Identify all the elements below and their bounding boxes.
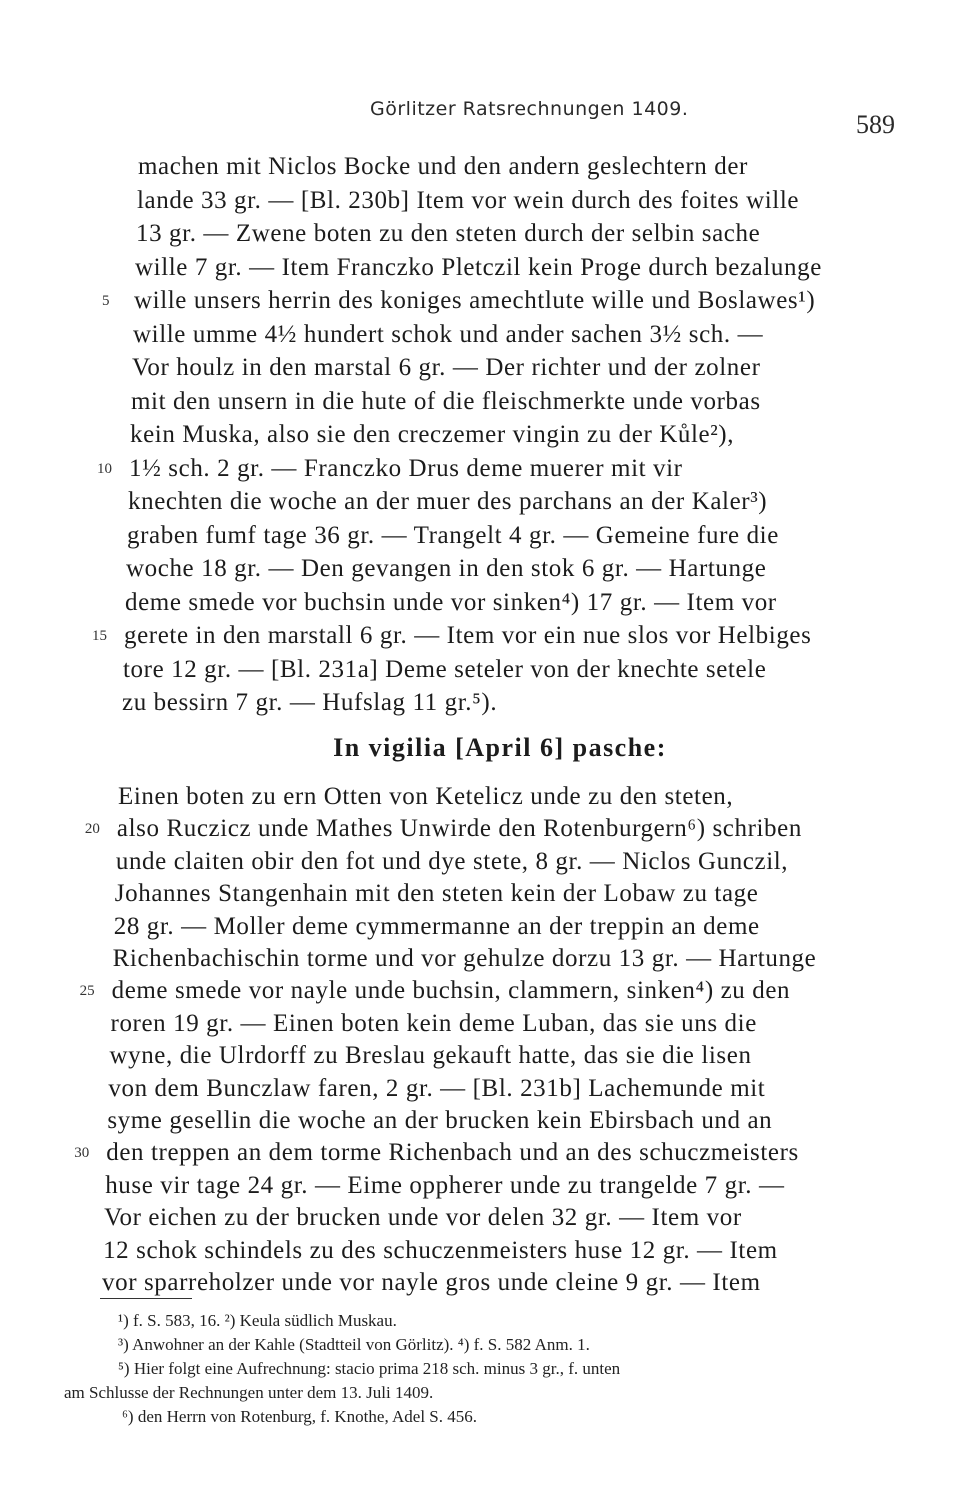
text-line (0, 318, 960, 354)
text-line (0, 485, 960, 521)
text-line (0, 150, 960, 186)
line-text: wille unsers herrin des koniges amechtlute wille und Boslawes¹) (134, 287, 816, 314)
text-line (0, 351, 960, 387)
line-text: Einen boten zu ern Otten von Ketelicz unde zu den steten, (118, 783, 734, 810)
text-line (0, 251, 960, 287)
text-line (0, 184, 960, 220)
page-number: 589 (856, 110, 895, 139)
text-line (0, 284, 960, 320)
text-line (0, 686, 960, 722)
footnote: ⁶) den Herrn von Rotenburg, f. Knothe, Adel S. 456. (122, 1407, 478, 1426)
text-line (0, 974, 960, 1010)
line-text: 1½ sch. 2 gr. — Franczko Drus deme muerer mit vir (129, 454, 683, 482)
line-text: den treppen an dem torme Richenbach und an des schuczmeisters (106, 1139, 799, 1167)
line-number: 25 (79, 983, 95, 1000)
text-line (0, 845, 960, 881)
text-line (0, 619, 960, 655)
section-heading: In vigilia [April 6] pasche: (333, 733, 667, 762)
line-text: huse vir tage 24 gr. — Eime oppherer unde zu trangelde 7 gr. — (105, 1171, 785, 1199)
line-number: 20 (84, 821, 100, 838)
line-text: lande 33 gr. — [Bl. 230b] Item vor wein durch des foites wille (137, 186, 800, 214)
line-number: 10 (97, 460, 112, 477)
line-text: Vor eichen zu der brucken unde vor delen 32 gr. — Item vor (104, 1204, 742, 1232)
line-text: gerete in den marstall 6 gr. — Item vor ein nue slos vor Helbiges (124, 622, 812, 649)
running-head: Görlitzer Ratsrechnungen 1409. (370, 98, 689, 120)
footnote: ³) Anwohner an der Kahle (Stadtteil von Görlitz). ⁴) f. S. 582 Anm. 1. (118, 1335, 590, 1354)
text-line (0, 1169, 960, 1205)
page-header (0, 98, 960, 139)
text-line (0, 1039, 960, 1075)
text-line (0, 812, 960, 848)
text-line (0, 552, 960, 588)
line-text: kein Muska, also sie den creczemer vingin zu der Kůle²), (130, 421, 735, 448)
text-line (0, 780, 960, 816)
text-line (0, 1234, 960, 1270)
text-line (0, 877, 960, 913)
line-number: 5 (102, 293, 110, 309)
text-line (0, 1072, 960, 1108)
text-line (0, 1201, 960, 1237)
line-number: 30 (74, 1145, 90, 1162)
text-line (0, 1007, 960, 1043)
footnote: am Schlusse der Rechnungen unter dem 13. Juli 1409. (64, 1383, 434, 1402)
line-text: 28 gr. — Moller deme cymmermanne an der treppin an deme (113, 912, 760, 940)
footnote-rule (100, 1298, 192, 1299)
line-number: 15 (92, 628, 107, 644)
text-line (0, 1136, 960, 1172)
line-text: wille 7 gr. — Item Franczko Pletczil kein Proge durch bezalunge (135, 253, 822, 281)
line-text: wille umme 4½ hundert schok und ander sachen 3½ sch. — (133, 320, 764, 348)
text-line (0, 385, 960, 421)
line-text: woche 18 gr. — Den gevangen in den stok 6 gr. — Hartunge (126, 555, 767, 582)
text-line (0, 519, 960, 555)
line-text: syme gesellin die woche an der brucken kein Ebirsbach und an (107, 1107, 773, 1134)
text-line (0, 1266, 960, 1302)
line-text: graben fumf tage 36 gr. — Trangelt 4 gr. — Gemeine fure die (127, 521, 779, 549)
text-line (0, 653, 960, 689)
line-text: unde claiten obir den fot und dye stete, 8 gr. — Niclos Gunczil, (115, 847, 789, 875)
text-line (0, 1104, 960, 1140)
line-text: vor sparreholzer unde vor nayle gros unde cleine 9 gr. — Item (102, 1269, 761, 1296)
line-text: mit den unsern in die hute of die fleischmerkte unde vorbas (131, 387, 761, 415)
text-line (0, 217, 960, 253)
line-text: Johannes Stangenhain mit den steten kein der Lobaw zu tage (114, 880, 759, 908)
text-line (0, 942, 960, 978)
line-text: 13 gr. — Zwene boten zu den steten durch der selbin sache (136, 220, 761, 247)
line-text: tore 12 gr. — [Bl. 231a] Deme seteler von der knechte setele (123, 655, 767, 683)
footnote: ¹) f. S. 583, 16. ²) Keula südlich Muskau. (118, 1311, 397, 1330)
line-text: zu bessirn 7 gr. — Hufslag 11 gr.⁵). (122, 689, 498, 716)
line-text: Vor houlz in den marstal 6 gr. — Der richter und der zolner (132, 354, 761, 381)
line-text: Richenbachischin torme und vor gehulze dorzu 13 gr. — Hartunge (112, 945, 817, 972)
line-text: 12 schok schindels zu des schuczenmeisters huse 12 gr. — Item (103, 1236, 778, 1264)
footnote: ⁵) Hier folgt eine Aufrechnung: stacio prima 218 sch. minus 3 gr., f. unten (118, 1359, 621, 1378)
text-line (0, 418, 960, 454)
line-text: roren 19 gr. — Einen boten kein deme Luban, das sie uns die (110, 1009, 757, 1037)
line-text: machen mit Niclos Bocke und den andern geslechtern der (138, 153, 748, 180)
text-line (0, 910, 960, 946)
line-text: deme smede vor nayle unde buchsin, clammern, sinken⁴) zu den (111, 977, 791, 1005)
line-text: von dem Bunczlaw faren, 2 gr. — [Bl. 231b] Lachemunde mit (108, 1074, 766, 1102)
text-line (0, 452, 960, 488)
line-text: also Ruczicz unde Mathes Unwirde den Rotenburgern⁶) schriben (116, 815, 802, 843)
line-text: deme smede vor buchsin unde vor sinken⁴) 17 gr. — Item vor (125, 588, 777, 616)
line-text: knechten die woche an der muer des parchans an der Kaler³) (128, 488, 768, 515)
text-line (0, 586, 960, 622)
line-text: wyne, die Ulrdorff zu Breslau gekauft hatte, das sie die lisen (109, 1042, 752, 1070)
